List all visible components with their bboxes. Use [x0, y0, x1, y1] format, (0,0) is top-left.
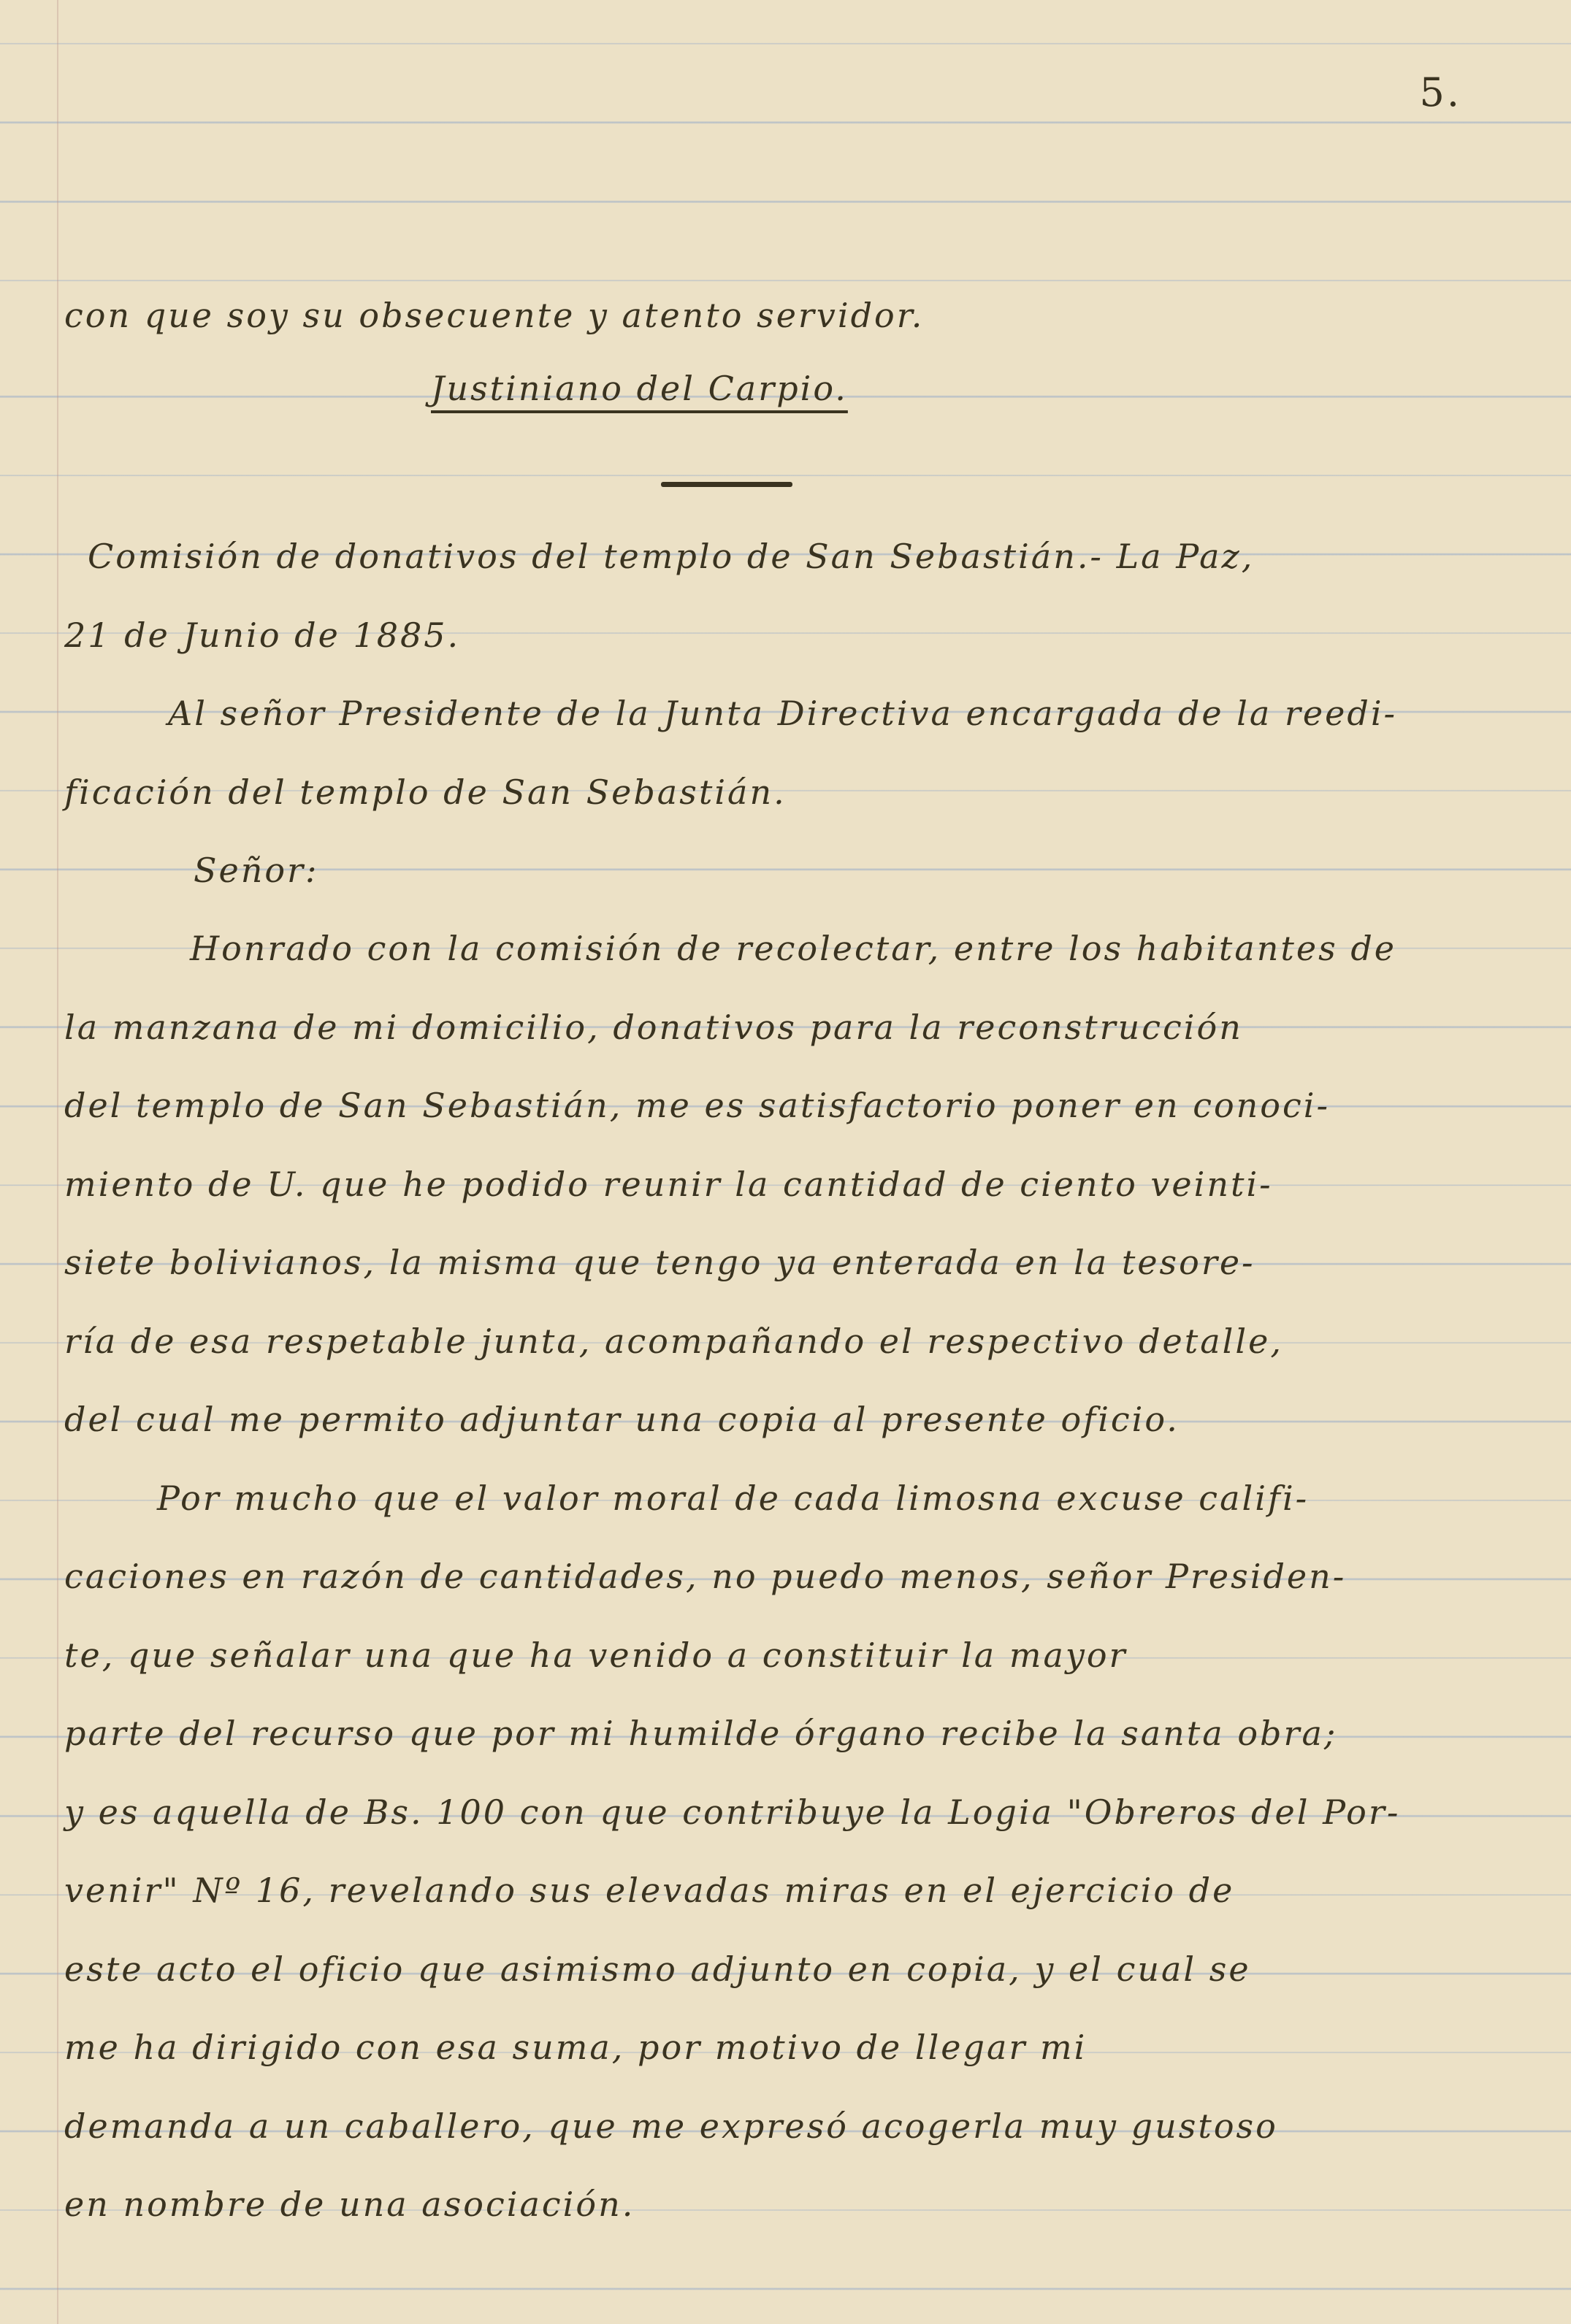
text-line: ría de esa respetable junta, acompañando el respectivo detalle, — [64, 1322, 1283, 1361]
text-line: ficación del templo de San Sebastián. — [64, 772, 787, 812]
text-line: este acto el oficio que asimismo adjunto en copia, y el cual se — [64, 1949, 1251, 1989]
text-line: del templo de San Sebastián, me es satisfactorio poner en conoci- — [64, 1086, 1331, 1125]
signature: Justiniano del Carpio. — [431, 369, 848, 408]
text-line: me ha dirigido con esa suma, por motivo de llegar mi — [64, 2028, 1088, 2067]
text-line: Señor: — [194, 851, 319, 890]
text-line: del cual me permito adjuntar una copia al presente oficio. — [64, 1400, 1180, 1439]
text-line: demanda a un caballero, que me expresó acogerla muy gustoso — [64, 2106, 1278, 2146]
page-number: 5. — [1419, 69, 1461, 115]
text-line: parte del recurso que por mi humilde órgano recibe la santa obra; — [64, 1714, 1338, 1753]
text-line: Al señor Presidente de la Junta Directiva encargada de la reedi- — [168, 694, 1398, 733]
text-line: venir" Nº 16, revelando sus elevadas miras en el ejercicio de — [64, 1871, 1235, 1910]
separator-rule — [661, 482, 792, 487]
text-line: caciones en razón de cantidades, no puedo menos, señor Presiden- — [64, 1557, 1347, 1596]
text-line: en nombre de una asociación. — [64, 2185, 635, 2224]
text-line: Honrado con la comisión de recolectar, entre los habitantes de — [190, 929, 1397, 968]
text-line: la manzana de mi domicilio, donativos para la reconstrucción — [64, 1008, 1243, 1047]
text-line: y es aquella de Bs. 100 con que contribuye la Logia "Obreros del Por- — [64, 1792, 1401, 1832]
text-line: 21 de Junio de 1885. — [64, 615, 461, 655]
text-line: Por mucho que el valor moral de cada limosna excuse califi- — [157, 1479, 1310, 1518]
margin-rule — [57, 0, 58, 2324]
closing-line: con que soy su obsecuente y atento servidor. — [64, 296, 925, 335]
text-line: Comisión de donativos del templo de San Sebastián.- La Paz, — [88, 537, 1255, 576]
text-line: te, que señalar una que ha venido a constituir la mayor — [64, 1635, 1128, 1675]
text-line: miento de U. que he podido reunir la cantidad de ciento veinti- — [64, 1165, 1273, 1204]
text-line: siete bolivianos, la misma que tengo ya enterada en la tesore- — [64, 1243, 1255, 1282]
